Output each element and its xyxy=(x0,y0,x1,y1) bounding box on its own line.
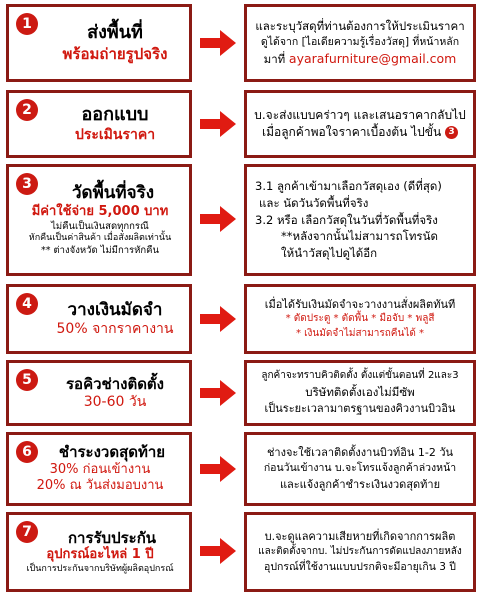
step-3-detail-line2: และ นัดวันวัดพื้นที่จริง xyxy=(259,195,369,210)
step-1-title: ส่งพื้นที่ xyxy=(87,22,143,44)
right-arrow-icon xyxy=(200,380,236,406)
step-4-detail-line2: * ตัดประตู * ตัดพื้น * มือจับ * พลูสี xyxy=(285,313,435,325)
step-7-detail-line1: บ.จะดูแลความเสียหายที่เกิดจากการผลิต xyxy=(264,530,456,544)
step-3-detail-line5: ให้นำวัสดุไปดูได้อีก xyxy=(281,246,378,260)
step-5-subtitle: 30-60 วัน xyxy=(83,393,147,410)
step-4-title: วางเงินมัดจำ xyxy=(67,299,163,320)
step-6-badge: 6 xyxy=(16,441,38,463)
step-2-detail-line2 xyxy=(262,124,458,141)
step-3-note1: ไม่คืนเป็นเงินสดทุกกรณี xyxy=(51,220,149,232)
step-1-badge: 1 xyxy=(16,13,38,35)
right-arrow-icon xyxy=(200,111,236,137)
step-5-detail-line3: เป็นระยะเวลามาตรฐานของคิวงานบิวอิน xyxy=(264,401,456,415)
step-3-subtitle: มีค่าใช้จ่าย 5,000 บาท xyxy=(31,204,169,220)
step-6-subtitle2: 20% ณ วันส่งมอบงาน xyxy=(36,478,164,494)
step-4-detail xyxy=(244,284,476,354)
step-7-box xyxy=(6,512,192,592)
step-6-detail xyxy=(244,432,476,506)
step-2-badge: 2 xyxy=(16,99,38,121)
step-3-detail-line4: **หลังจากนั้นไม่สามารถโทรนัด xyxy=(281,229,438,244)
step-6-subtitle: 30% ก่อนเข้างาน xyxy=(49,462,151,478)
step-7-detail-line2: และติดตั้งจากบ. ไม่ประกันการดัดแปลงภายหลัง xyxy=(258,546,462,558)
step-7-title: การรับประกัน xyxy=(67,528,157,547)
step-6-detail-line2: ก่อนวันเข้างาน บ.จะโทรแจ้งลูกค้าล่วงหน้า xyxy=(263,462,457,475)
step-4-detail-line1: เมื่อได้รับเงินมัดจำจะวางงานสั่งผลิตทันที xyxy=(264,297,456,311)
step-1-detail-line2: ดูได้จาก [ไอเดียความรู้เรื่องวัสดุ] ที่หน้าหลัก xyxy=(260,35,460,48)
step-2-title: ออกแบบ xyxy=(81,104,149,125)
step-5-detail-line1: ลูกค้าจะทราบคิวติดตั้ง ตั้งแต่ขั้นตอนที่ 2และ3 xyxy=(261,370,459,382)
step-4-detail-line3: * เงินมัดจำไม่สามารถคืนได้ * xyxy=(295,327,425,339)
step-6-title: ชำระงวดสุดท้าย xyxy=(58,443,166,462)
step-4-box xyxy=(6,284,192,354)
step-2-box xyxy=(6,90,192,158)
right-arrow-icon xyxy=(200,30,236,56)
step-7-detail-line3: อุปกรณ์ที่ใช้งานแบบปรกติจะมีอายุเกิน 3 ปี xyxy=(264,560,456,573)
step-5-detail-line2: บริษัทติดตั้งเองไม่มีซัพ xyxy=(305,384,415,399)
right-arrow-icon xyxy=(200,206,236,232)
step-3-detail-line3: 3.2 หรือ เลือกวัสดุในวันที่วัดพื้นที่จริง xyxy=(255,212,438,227)
step-7-detail xyxy=(244,512,476,592)
step-5-detail xyxy=(244,360,476,426)
contact-email: ayarafurniture@gmail.com xyxy=(288,50,457,66)
step-7-badge: 7 xyxy=(16,521,38,543)
right-arrow-icon xyxy=(200,538,236,564)
step-3-title: วัดพื้นที่จริง xyxy=(71,183,154,204)
step-4-subtitle: 50% จากราคางาน xyxy=(56,320,174,337)
step-3-note2: หักคืนเป็นค่าสินค้า เมื่อสั่งผลิตเท่านั้น xyxy=(28,232,172,243)
step-7-note1: เป็นการประกันจากบริษัทผู้ผลิตอุปกรณ์ xyxy=(26,563,174,574)
step-5-badge: 5 xyxy=(16,369,38,391)
step-3-detail xyxy=(244,164,476,276)
step-1-subtitle: พร้อมถ่ายรูปจริง xyxy=(62,44,168,63)
step-1-detail-line3 xyxy=(264,50,457,68)
step-2-subtitle: ประเมินราคา xyxy=(74,126,156,143)
step-3-detail-line1: 3.1 ลูกค้าเข้ามาเลือกวัสดุเอง (ดีที่สุด) xyxy=(255,179,442,194)
step-1-detail-line1: และระบุวัสดุที่ท่านต้องการให้ประเมินราคา xyxy=(255,18,465,33)
step-2-detail-line1: บ.จะส่งแบบคร่าวๆ และเสนอราคากลับไป xyxy=(254,107,466,122)
step-3-inline-badge: 3 xyxy=(445,126,458,139)
step-4-badge: 4 xyxy=(16,293,38,315)
email-prefix: มาที่ xyxy=(263,51,289,66)
step-5-box xyxy=(6,360,192,426)
step-1-detail xyxy=(244,4,476,82)
step-1-box xyxy=(6,4,192,82)
step-6-detail-line3: และแจ้งลูกค้าชำระเงินงวดสุดท้าย xyxy=(279,477,441,491)
step-7-subtitle: อุปกรณ์อะไหล่ 1 ปี xyxy=(46,547,154,563)
step-2-detail xyxy=(244,90,476,158)
right-arrow-icon xyxy=(200,306,236,332)
step-3-badge: 3 xyxy=(16,173,38,195)
step-6-detail-line1: ช่างจะใช้เวลาติดตั้งงานบิวท์อิน 1-2 วัน xyxy=(266,446,454,460)
step-5-title: รอคิวช่างติดตั้ง xyxy=(66,374,164,393)
step-3-note3: ** ต่างจังหวัด ไม่มีการหักคืน xyxy=(40,244,159,256)
step-3-box xyxy=(6,164,192,276)
step-2-detail-line2-text: เมื่อลูกค้าพอใจราคาเบื้องต้น ไปขั้น xyxy=(261,125,442,139)
right-arrow-icon xyxy=(200,456,236,482)
step-6-box xyxy=(6,432,192,506)
